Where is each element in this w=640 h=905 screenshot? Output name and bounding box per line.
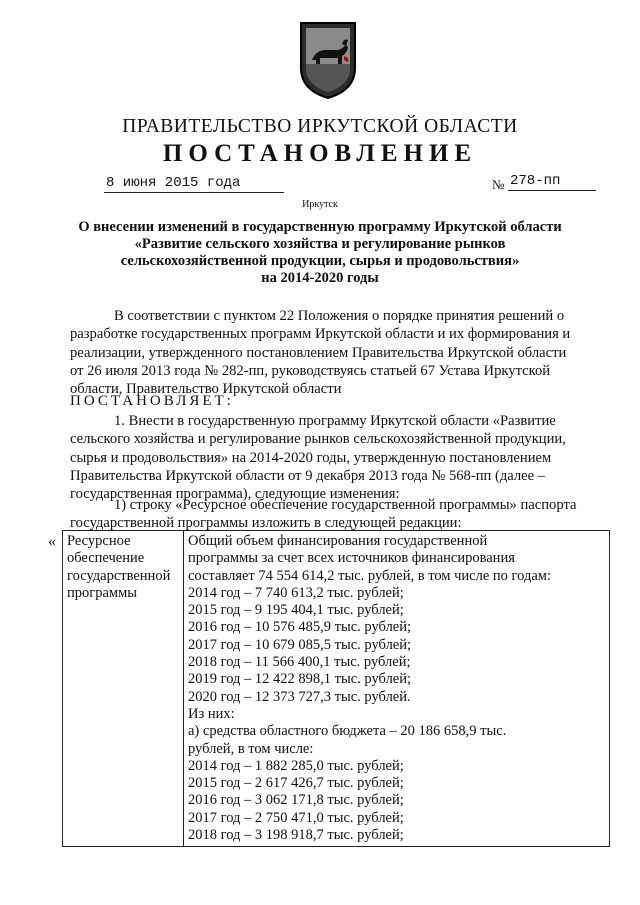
title-line: сельскохозяйственной продукции, сырья и продовольствия» <box>120 253 520 269</box>
title-line: «Развитие сельского хозяйства и регулирование рынков <box>134 236 506 252</box>
text-line: Правительства Иркутской области от 9 декабря 2013 года № 568-пп (далее – <box>70 467 546 484</box>
title-line: на 2014-2020 годы <box>261 270 379 286</box>
text-line: сельского хозяйства и регулирование рынков сельскохозяйственной продукции, <box>70 431 566 448</box>
passport-table <box>62 530 610 847</box>
text-line: государственная программа), следующие изменения: <box>70 486 400 503</box>
open-quote: « <box>48 533 56 550</box>
text-line: разработке государственных программ Иркутской области и их формирования и <box>70 326 571 343</box>
decree-number: 278-пп <box>510 173 561 189</box>
text-line: В соответствии с пунктом 22 Положения о порядке принятия решений о <box>114 308 565 324</box>
content-line: 2014 год – 7 740 613,2 тыс. рублей; <box>188 584 404 601</box>
content-line: Из них: <box>188 705 235 722</box>
content-line: 2017 год – 2 750 471,0 тыс. рублей; <box>188 809 404 826</box>
content-line: рублей, в том числе: <box>188 740 314 757</box>
text-line: от 26 июля 2013 года № 282-пп, руководствуясь статьей 67 Устава Иркутской <box>70 362 551 379</box>
label-line: обеспечение <box>67 550 145 567</box>
content-line: 2015 год – 9 195 404,1 тыс. рублей; <box>188 602 404 619</box>
text-line: 1) строку «Ресурсное обеспечение государственной программы» паспорта <box>114 497 577 513</box>
row-label-cell <box>63 531 184 847</box>
text-line: 1. Внести в государственную программу Иркутской области «Развитие <box>114 413 556 429</box>
decree-date: 8 июня 2015 года <box>106 175 241 191</box>
label-line: программы <box>67 584 137 601</box>
content-line: 2018 год – 3 198 918,7 тыс. рублей; <box>188 827 404 844</box>
content-line: 2019 год – 12 422 898,1 тыс. рублей; <box>188 671 412 688</box>
date-underline <box>104 192 284 193</box>
text-line: сырья и продовольствия» на 2014-2020 годы, утвержденную постановлением <box>70 449 552 466</box>
item-1-paragraph <box>70 412 606 503</box>
number-underline <box>508 190 596 191</box>
content-line: а) средства областного бюджета – 20 186 658,9 тыс. <box>188 723 507 740</box>
content-line: 2018 год – 11 566 400,1 тыс. рублей; <box>188 654 411 671</box>
city-name: Иркутск <box>302 199 338 210</box>
content-line: 2020 год – 12 373 727,3 тыс. рублей. <box>188 688 411 705</box>
title-line: О внесении изменений в государственную программу Иркутской области <box>78 219 562 235</box>
coat-of-arms-icon <box>298 20 358 100</box>
content-line: 2017 год – 10 679 085,5 тыс. рублей; <box>188 636 412 653</box>
decree-title <box>60 219 580 287</box>
content-line: 2014 год – 1 882 285,0 тыс. рублей; <box>188 757 404 774</box>
content-line: 2016 год – 10 576 485,9 тыс. рублей; <box>188 619 412 636</box>
item-1-1-paragraph <box>70 496 606 533</box>
row-content-cell <box>184 531 610 847</box>
decree-heading: ПОСТАНОВЛЕНИЕ <box>162 140 478 167</box>
preamble-paragraph <box>70 307 606 398</box>
resolves-heading: ПОСТАНОВЛЯЕТ: <box>70 393 234 409</box>
label-line: Ресурсное <box>67 533 131 549</box>
text-line: государственной программы изложить в следующей редакции: <box>70 515 462 532</box>
text-line: области, Правительство Иркутской области <box>70 381 342 398</box>
content-line: 2015 год – 2 617 426,7 тыс. рублей; <box>188 775 404 792</box>
content-line: программы за счет всех источников финансирования <box>188 550 515 567</box>
content-line: 2016 год – 3 062 171,8 тыс. рублей; <box>188 792 404 809</box>
text-line: реализации, утвержденного постановлением Правительства Иркутской области <box>70 344 567 361</box>
content-line: составляет 74 554 614,2 тыс. рублей, в том числе по годам: <box>188 567 551 584</box>
table-row <box>63 531 610 847</box>
label-line: государственной <box>67 567 171 584</box>
number-sign: № <box>492 177 505 192</box>
government-heading: ПРАВИТЕЛЬСТВО ИРКУТСКОЙ ОБЛАСТИ <box>122 116 518 137</box>
content-line: Общий объем финансирования государственной <box>188 533 488 549</box>
